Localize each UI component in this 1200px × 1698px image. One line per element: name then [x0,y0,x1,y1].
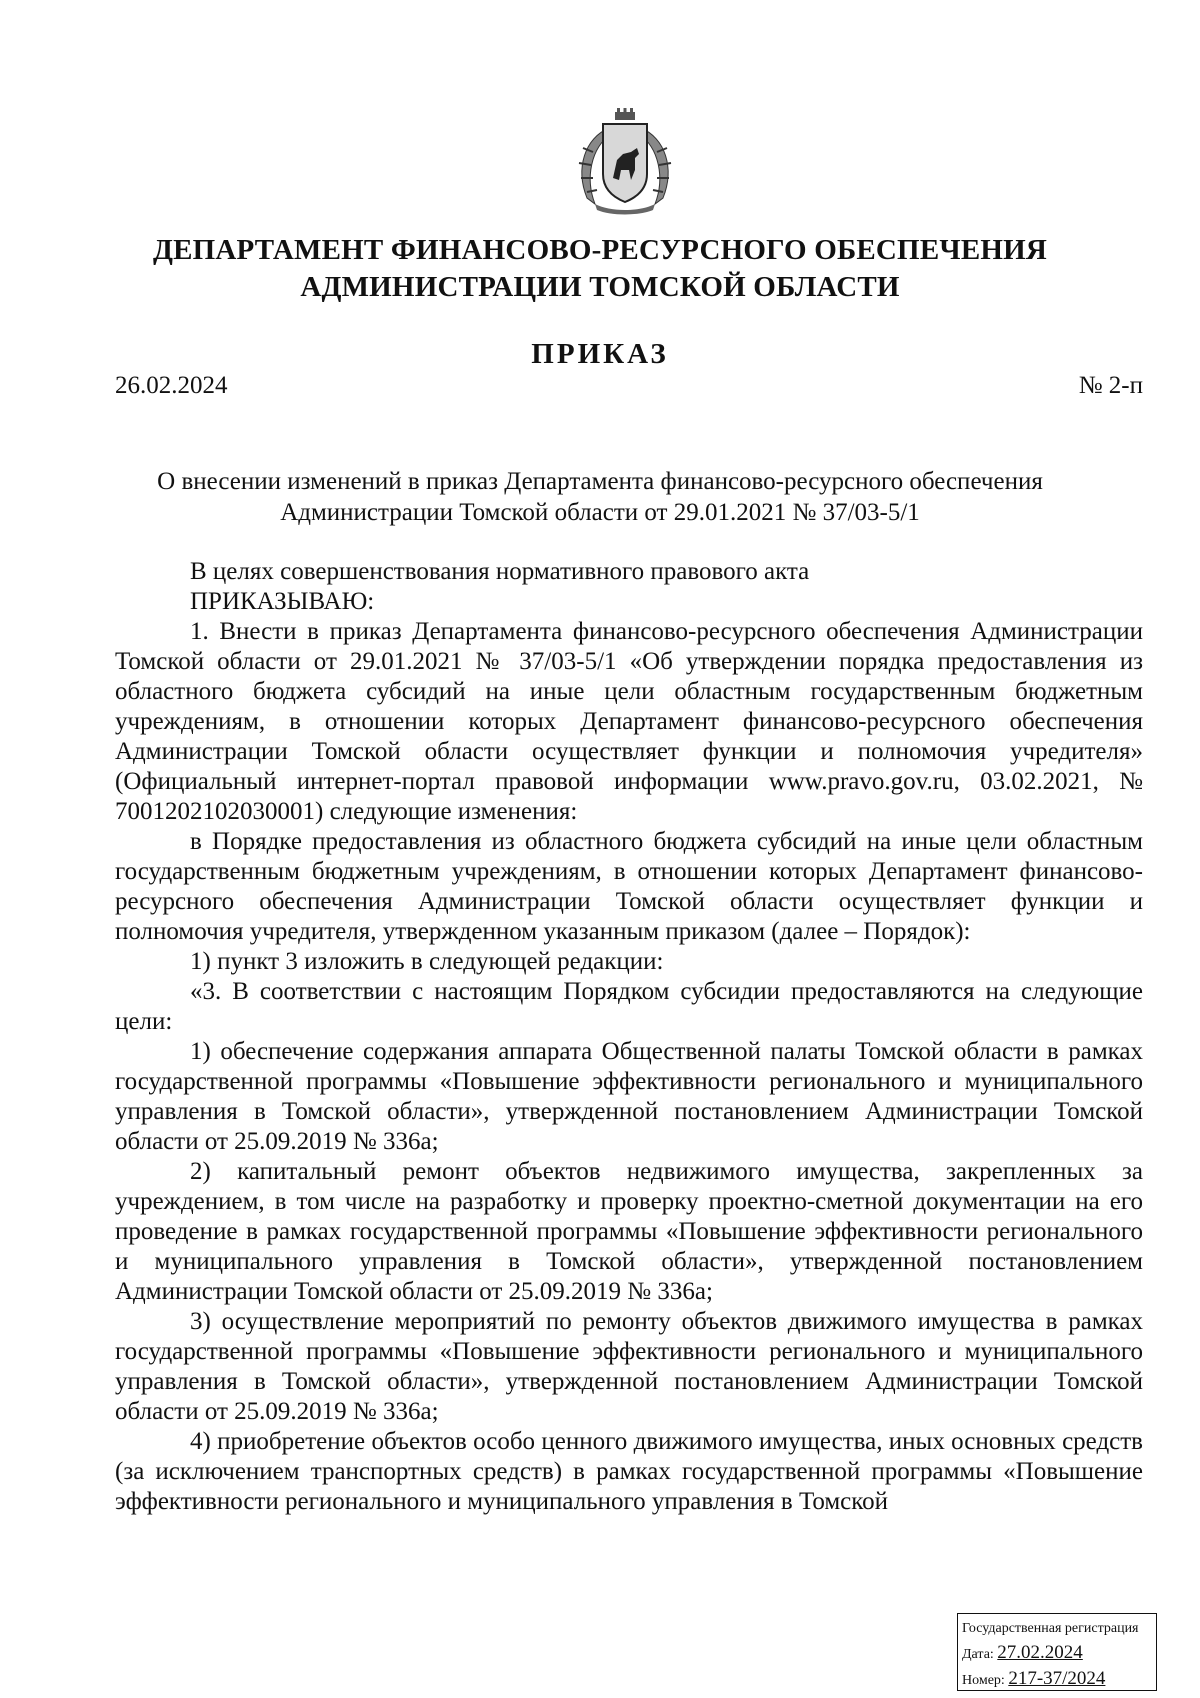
order-subject-line1: О внесении изменений в приказ Департамента финансово-ресурсного обеспечения [157,468,1043,495]
body-paragraph: 1. Внести в приказ Департамента финансово-ресурсного обеспечения Администрации Томской области от 29.01.2021 № 37/03-5/1 «Об утверждении порядка предоставления из областного бюджета субсидий на иные цели областным государственным бюджетным учреждениям, в отношении которых Департамент финансово-ресурсного обеспечения Администрации Томской области осуществляет функции и полномочия учредителя» (Официальный интернет-портал правовой информации www.pravo.gov.ru, 03.02.2021, № 7001202102030001) следующие изменения: [115,618,1143,825]
registration-date-row [962,1641,1152,1667]
body-paragraph: ПРИКАЗЫВАЮ: [190,588,375,615]
order-number: № 2-п [1078,372,1143,399]
registration-number-value: 217-37/2024 [1008,1668,1106,1689]
coat-of-arms-icon [565,108,685,218]
document-type: ПРИКАЗ [531,338,669,370]
body-paragraph: В целях совершенствования нормативного правового акта [190,558,810,585]
department-title [0,232,1200,306]
department-title-line1: ДЕПАРТАМЕНТ ФИНАНСОВО-РЕСУРСНОГО ОБЕСПЕЧЕНИЯ [152,234,1048,266]
body-paragraph: «3. В соответствии с настоящим Порядком субсидии предоставляются на следующие цели: [115,978,1143,1035]
registration-title: Государственная регистрация [962,1621,1139,1636]
registration-number-label: Номер: [962,1673,1005,1688]
body-paragraph: в Порядке предоставления из областного бюджета субсидий на иные цели областным государственным бюджетным учреждениям, в отношении которых Департамент финансово-ресурсного обеспечения Администрации Томской области осуществляет функции и полномочия учредителя, утвержденном указанным приказом (далее – Порядок): [115,828,1143,945]
body-paragraph: 4) приобретение объектов особо ценного движимого имущества, иных основных средств (за исключением транспортных средств) в рамках государственной программы «Повышение эффективности регионального и муниципального управления в Томской [115,1428,1143,1515]
order-subject-line2: Администрации Томской области от 29.01.2021 № 37/03-5/1 [280,499,920,526]
order-subject [0,466,1200,528]
registration-date-label: Дата: [962,1647,994,1662]
body-paragraph: 3) осуществление мероприятий по ремонту объектов движимого имущества в рамках государственной программы «Повышение эффективности регионального и муниципального управления в Томской области», утвержденной постановлением Администрации Томской области от 25.09.2019 № 336а; [115,1308,1143,1425]
body-paragraph: 2) капитальный ремонт объектов недвижимого имущества, закрепленных за учреждением, в том числе на разработку и проверку проектно-сметной документации на его проведение в рамках государственной программы «Повышение эффективности регионального и муниципального управления в Томской области», утвержденной постановлением Администрации Томской области от 25.09.2019 № 336а; [115,1158,1143,1305]
registration-number-row [962,1667,1152,1693]
department-title-line2: АДМИНИСТРАЦИИ ТОМСКОЙ ОБЛАСТИ [300,271,900,303]
registration-stamp [957,1613,1157,1691]
order-date: 26.02.2024 [115,372,228,399]
body-paragraph: 1) пункт 3 изложить в следующей редакции: [190,948,664,975]
order-body [115,557,1143,1517]
body-paragraph: 1) обеспечение содержания аппарата Общественной палаты Томской области в рамках государственной программы «Повышение эффективности регионального и муниципального управления в Томской области», утвержденной постановлением Администрации Томской области от 25.09.2019 № 336а; [115,1038,1143,1155]
registration-date-value: 27.02.2024 [997,1642,1083,1663]
